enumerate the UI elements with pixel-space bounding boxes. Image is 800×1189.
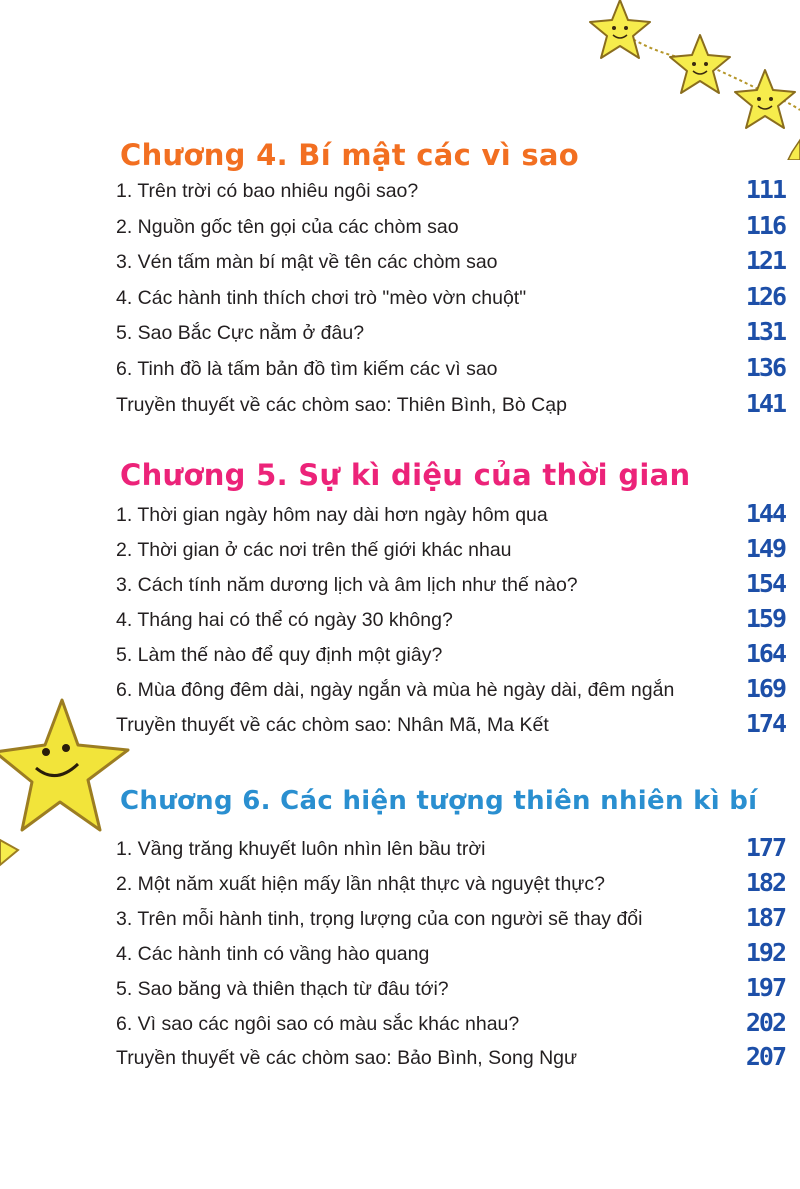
toc-entry[interactable] — [0, 974, 800, 1004]
entry-page-number: 159 — [745, 604, 785, 633]
entry-page-number: 111 — [745, 175, 785, 204]
entry-page-number: 182 — [745, 868, 785, 897]
toc-entry[interactable] — [0, 283, 800, 313]
entry-title: 2. Thời gian ở các nơi trên thế giới khác nhau — [116, 539, 512, 561]
toc-entry[interactable] — [0, 535, 800, 565]
entry-page-number: 141 — [745, 389, 785, 418]
star-icon — [590, 0, 650, 58]
entry-page-number: 126 — [745, 282, 785, 311]
chapter-5-title: Chương 5. Sự kì diệu của thời gian — [120, 458, 691, 492]
entry-title: 6. Vì sao các ngôi sao có màu sắc khác nhau? — [116, 1013, 520, 1035]
toc-entry[interactable] — [0, 834, 800, 864]
entry-title: 3. Cách tính năm dương lịch và âm lịch như thế nào? — [116, 574, 578, 596]
entry-title: 6. Tinh đồ là tấm bản đồ tìm kiếm các vì sao — [116, 358, 498, 380]
entry-title: 1. Vầng trăng khuyết luôn nhìn lên bầu trời — [116, 838, 486, 860]
toc-entry[interactable] — [0, 640, 800, 670]
toc-entry[interactable] — [0, 710, 800, 740]
entry-title: 1. Thời gian ngày hôm nay dài hơn ngày hôm qua — [116, 504, 548, 526]
entry-page-number: 149 — [745, 534, 785, 563]
toc-entry[interactable] — [0, 354, 800, 384]
entry-title: 4. Các hành tinh thích chơi trò "mèo vờn chuột" — [116, 287, 527, 309]
toc-entry[interactable] — [0, 904, 800, 934]
toc-entry[interactable] — [0, 176, 800, 206]
toc-entry[interactable] — [0, 570, 800, 600]
entry-page-number: 177 — [745, 833, 785, 862]
entry-title: 2. Nguồn gốc tên gọi của các chòm sao — [116, 216, 459, 238]
star-garland-illustration — [560, 0, 800, 160]
chapter-4-title: Chương 4. Bí mật các vì sao — [120, 138, 580, 172]
entry-page-number: 164 — [745, 639, 785, 668]
toc-entry[interactable] — [0, 318, 800, 348]
entry-page-number: 144 — [745, 499, 785, 528]
toc-entry[interactable] — [0, 675, 800, 705]
entry-page-number: 207 — [745, 1042, 785, 1071]
entry-title: Truyền thuyết về các chòm sao: Bảo Bình, Song Ngư — [116, 1047, 578, 1069]
entry-page-number: 192 — [745, 938, 785, 967]
star-icon — [670, 35, 730, 93]
toc-entry[interactable] — [0, 500, 800, 530]
toc-entry[interactable] — [0, 869, 800, 899]
toc-entry[interactable] — [0, 939, 800, 969]
toc-entry[interactable] — [0, 212, 800, 242]
toc-entry[interactable] — [0, 390, 800, 420]
toc-entry[interactable] — [0, 1009, 800, 1039]
entry-page-number: 116 — [745, 211, 785, 240]
entry-page-number: 202 — [745, 1008, 785, 1037]
star-icon — [735, 70, 795, 128]
entry-title: Truyền thuyết về các chòm sao: Thiên Bình, Bò Cạp — [116, 394, 567, 416]
entry-title: 3. Trên mỗi hành tinh, trọng lượng của con người sẽ thay đổi — [116, 908, 643, 930]
entry-page-number: 197 — [745, 973, 785, 1002]
entry-page-number: 154 — [745, 569, 785, 598]
entry-page-number: 121 — [745, 246, 785, 275]
entry-title: 5. Sao Bắc Cực nằm ở đâu? — [116, 322, 365, 344]
entry-page-number: 174 — [745, 709, 785, 738]
entry-title: 2. Một năm xuất hiện mấy lần nhật thực và nguyệt thực? — [116, 873, 605, 895]
entry-page-number: 169 — [745, 674, 785, 703]
entry-title: 1. Trên trời có bao nhiêu ngôi sao? — [116, 180, 419, 202]
toc-entry[interactable] — [0, 247, 800, 277]
toc-entry[interactable] — [0, 1043, 800, 1073]
toc-entry[interactable] — [0, 605, 800, 635]
chapter-6-title: Chương 6. Các hiện tượng thiên nhiên kì bí — [120, 786, 758, 816]
entry-title: 4. Tháng hai có thể có ngày 30 không? — [116, 609, 453, 631]
entry-page-number: 131 — [745, 317, 785, 346]
entry-title: 4. Các hành tinh có vầng hào quang — [116, 943, 430, 965]
entry-title: Truyền thuyết về các chòm sao: Nhân Mã, Ma Kết — [116, 714, 549, 736]
entry-title: 5. Làm thế nào để quy định một giây? — [116, 644, 443, 666]
entry-title: 3. Vén tấm màn bí mật về tên các chòm sao — [116, 251, 498, 273]
entry-title: 6. Mùa đông đêm dài, ngày ngắn và mùa hè ngày dài, đêm ngắn — [116, 679, 675, 701]
entry-title: 5. Sao băng và thiên thạch từ đâu tới? — [116, 978, 449, 1000]
entry-page-number: 136 — [745, 353, 785, 382]
entry-page-number: 187 — [745, 903, 785, 932]
